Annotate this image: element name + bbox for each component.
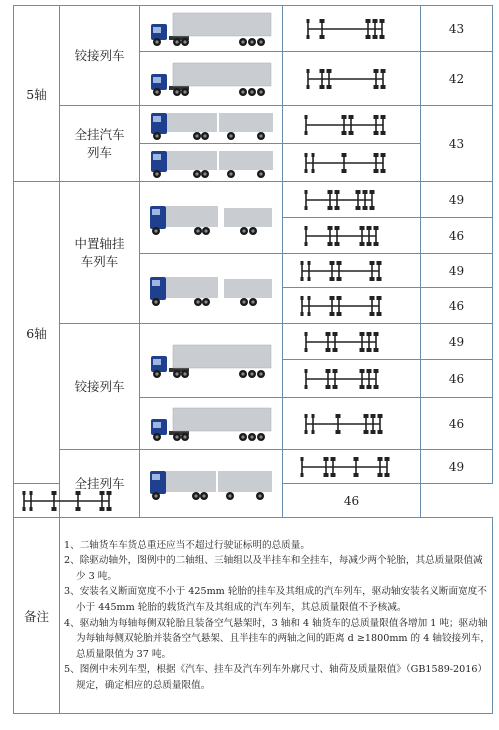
weight-limit-value: 46: [421, 360, 493, 398]
weight-limit-value: 43: [421, 106, 493, 182]
vehicle-type-label: 铰接列车: [60, 324, 140, 450]
weight-limit-value: 46: [421, 398, 493, 450]
note-item: 5、图例中未列车型，根据《汽车、挂车及汽车列车外廓尺寸、轴荷及质量限值》（GB1589-2016）规定，确定相应的总质量限值。: [64, 664, 488, 691]
vehicle-type-text: 中置轴挂车列车: [74, 235, 125, 269]
vehicle-type-label: 全挂列车: [60, 450, 140, 518]
truck-image: [140, 52, 283, 106]
axle-diagram: [283, 360, 421, 398]
axle-diagram: [283, 144, 421, 182]
axle-diagram-icon: [292, 14, 412, 44]
axle-diagram: [283, 182, 421, 218]
truck-image: [140, 450, 283, 518]
truck-image: [140, 144, 283, 182]
weight-limit-table: [13, 5, 493, 714]
vehicle-type-label: [60, 182, 140, 324]
axle-diagram: [283, 52, 421, 106]
note-item: 4、驱动轴为每轴每侧双轮胎且装备空气悬架时，3 轴和 4 轴货车的总质量限值各增加 1 吨；驱动轴为每轴每侧双轮胎并装备空气悬架、且半挂车的两轴之间的距离 d ≥1800mm 的 4 轴铰接列车，总质量限值为 37 吨。: [64, 617, 490, 660]
axle-diagram-icon: [292, 258, 412, 284]
center-axle-trailer-image: [146, 200, 276, 236]
weight-limit-value: 43: [421, 6, 493, 52]
truck-image: [140, 324, 283, 398]
weight-limit-value: 46: [421, 218, 493, 254]
axle-diagram-icon: [292, 64, 412, 94]
axle-count-6: 6轴: [14, 182, 60, 484]
vehicle-type-label: 铰接列车: [60, 6, 140, 106]
axle-diagram: [14, 484, 60, 518]
weight-limit-value: 49: [421, 254, 493, 288]
full-trailer-truck-image: [147, 109, 275, 141]
semi-trailer-truck-image: [147, 406, 275, 442]
axle-diagram: [283, 398, 421, 450]
full-trailer-truck-image: [147, 147, 275, 179]
weight-limit-value: 46: [421, 288, 493, 324]
truck-image: [140, 398, 283, 450]
axle-diagram-icon: [292, 329, 412, 355]
truck-image: [140, 106, 283, 144]
axle-diagram: [283, 106, 421, 144]
weight-limit-value: 42: [421, 52, 493, 106]
vehicle-type-text: 全挂汽车列车: [74, 126, 125, 160]
axle-diagram-icon: [292, 366, 412, 392]
notes-label: 备注: [14, 518, 60, 714]
truck-image: [140, 254, 283, 324]
axle-diagram-icon: [292, 454, 412, 480]
semi-trailer-truck-image: [147, 11, 275, 47]
weight-limit-value: 46: [283, 484, 421, 518]
axle-diagram-icon: [292, 112, 412, 138]
weight-limit-value: 49: [421, 450, 493, 484]
axle-diagram: [283, 218, 421, 254]
axle-diagram: [283, 324, 421, 360]
semi-trailer-truck-image: [147, 61, 275, 97]
semi-trailer-truck-image: [147, 343, 275, 379]
axle-count-5: 5轴: [14, 6, 60, 182]
vehicle-type-label: [60, 106, 140, 182]
center-axle-trailer-image: [146, 271, 276, 307]
truck-image: [140, 6, 283, 52]
axle-diagram: [283, 254, 421, 288]
truck-image: [140, 182, 283, 254]
note-item: 2、除驱动轴外，图例中的二轴组、三轴组以及半挂车和全挂车，每减少两个轮胎，其总质量限值减少 3 吨。: [64, 555, 483, 582]
note-item: 3、安装名义断面宽度不小于 425mm 轮胎的挂车及其组成的汽车列车，驱动轴安装名义断面宽度不小于 445mm 轮胎的载货汽车及其组成的汽车列车，其总质量限值不予核减。: [64, 586, 487, 613]
axle-diagram-icon: [292, 150, 412, 176]
axle-diagram-icon: [292, 411, 412, 437]
axle-diagram: [283, 288, 421, 324]
full-trailer-truck-image: [146, 467, 276, 501]
note-item: 1、二轴货车车货总重还应当不超过行驶证标明的总质量。: [64, 539, 310, 551]
axle-diagram-icon: [292, 223, 412, 249]
axle-diagram: [283, 6, 421, 52]
axle-diagram-icon: [292, 187, 412, 213]
axle-diagram: [283, 450, 421, 484]
weight-limit-value: 49: [421, 182, 493, 218]
notes-cell: [60, 518, 493, 714]
weight-limit-value: 49: [421, 324, 493, 360]
axle-diagram-icon: [292, 293, 412, 319]
